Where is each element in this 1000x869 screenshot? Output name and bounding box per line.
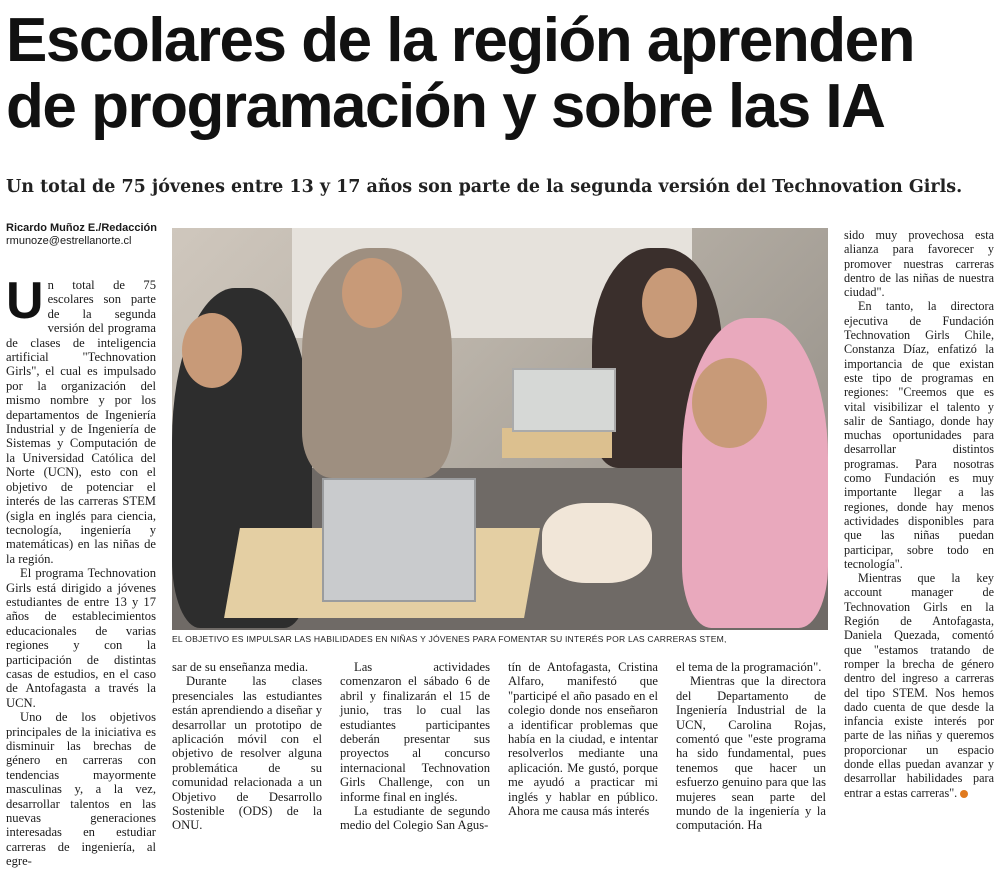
photo-face [342, 258, 402, 328]
byline-email[interactable]: rmunoze@estrellanorte.cl [6, 235, 132, 247]
headline-line-2: de programación y sobre las IA [6, 72, 885, 141]
article-paragraph: Uno de los objetivos principales de la iniciativa es disminuir las brechas de género en carreras con tendencias mayormente masculinas y, a la vez, desarrollar talentos en las nuevas generaciones interesadas en estudiar carreras de ingeniería, al egre- [6, 710, 156, 869]
article-photo [172, 228, 828, 630]
article-paragraph [6, 272, 156, 566]
paragraph-text: Mientras que la key account manager de Technovation Girls en la Región de Antofagasta, Daniela Quezada, comentó que "estamos tratando de romper la brecha de género dentro del ingreso a carreras del tipo STEM. Nos hemos dado cuenta de que desde la infancia existe interés por parte de las niñas y queremos proporcionar un espacio donde ellas puedan avanzar y desarrollar habilidades para entrar a estas carreras". [844, 571, 994, 800]
photo-face [642, 268, 697, 338]
article-paragraph: El programa Technovation Girls está dirigido a jóvenes estudiantes de entre 13 y 17 años de establecimientos educacionales de varias regiones y con la participación de distintas casas de estudios, en el caso de Antofagasta a través la UCN. [6, 566, 156, 710]
article-column-6 [844, 228, 994, 800]
article-column-2 [172, 660, 322, 833]
article-paragraph: Mientras que la directora del Departamento de Ingeniería Industrial de la UCN, Carolina Rojas, comentó que "este programa ha sido fundamental, pues tenemos que hacer un esfuerzo genuino para que las mujeres sean parte del mundo de la ingeniería y la computación. Ha [676, 674, 826, 833]
article-column-3 [340, 660, 490, 833]
byline [6, 222, 166, 248]
photo-caption: EL OBJETIVO ES IMPULSAR LAS HABILIDADES EN NIÑAS Y JÓVENES PARA FOMENTAR SU INTERÉS POR LAS CARRERAS STEM, [172, 634, 727, 644]
article-column-1 [6, 272, 156, 869]
article-paragraph: Durante las clases presenciales las estudiantes están aprendiendo a diseñar y desarrollar un prototipo de aplicación móvil con el objetivo de resolver alguna problemática de su comunidad relacionada a un Objetivo de Desarrollo Sostenible (ODS) de la ONU. [172, 674, 322, 833]
article-paragraph [844, 571, 994, 800]
photo-laptop [322, 478, 476, 602]
drop-cap: U [6, 272, 44, 330]
photo-desk [502, 428, 612, 458]
photo-bag [542, 503, 652, 583]
article-paragraph: La estudiante de segundo medio del Colegio San Agus- [340, 804, 490, 833]
photo-face [182, 313, 242, 388]
article-paragraph: En tanto, la directora ejecutiva de Fundación Technovation Girls Chile, Constanza Díaz, enfatizó la importancia de que existan este tipo de programas en regiones: "Creemos que es vital visibilizar el talento y salir de Santiago, donde hay muchas oportunidades para desarrollar distintos programas. Para nosotras como Fundación es muy importante llegar a las regiones, donde hay menos actividades disponibles para que las niñas puedan participar, sobre todo en tecnología". [844, 299, 994, 571]
article-column-5 [676, 660, 826, 833]
photo-face [692, 358, 767, 448]
photo-student-4 [682, 318, 828, 628]
article-paragraph: el tema de la programación". [676, 660, 822, 674]
photo-laptop [512, 368, 616, 432]
article-paragraph: Las actividades comenzaron el sábado 6 de abril y finalizarán el 15 de junio, tras lo cual las estudiantes participantes deberán presentar sus proyectos al concurso internacional Technovation Girls Challenge, con un informe final en inglés. [340, 660, 490, 804]
article-column-4 [508, 660, 658, 818]
paragraph-text: n total de 75 escolares son parte de la segunda versión del programa de clases de inteligencia artificial "Technovation Girls", el cual es impulsado por la organización del mismo nombre y por los departamentos de Ingeniería Industrial y de Ingeniería de Sistemas y Computación de la Universidad Católica del Norte (UCN), esto con el objetivo de potenciar el interés de las carreras STEM (sigla en inglés para ciencia, tecnología, ingeniería y matemáticas) en las niñas de la región. [6, 278, 156, 566]
article-paragraph: sar de su enseñanza media. [172, 660, 309, 674]
article-paragraph: sido muy provechosa esta alianza para favorecer y promover nuestras carreras dentro de las niñas de nuestra ciudad". [844, 228, 994, 300]
byline-author: Ricardo Muñoz E./Redacción [6, 222, 157, 234]
deck-subtitle: Un total de 75 jóvenes entre 13 y 17 años son parte de la segunda versión del Technovation Girls. [6, 177, 963, 197]
article-paragraph: tín de Antofagasta, Cristina Alfaro, manifestó que "participé el año pasado en el colegio donde nos enseñaron a identificar problemas que había en la ciudad, e intentar resolverlos mediante una aplicación. Me gustó, porque me ayudó a practicar mi inglés y hablar en público. Ahora me causa más interés [508, 660, 658, 819]
headline [6, 8, 996, 140]
end-mark-icon [960, 790, 968, 798]
headline-line-1: Escolares de la región aprenden [6, 6, 914, 75]
